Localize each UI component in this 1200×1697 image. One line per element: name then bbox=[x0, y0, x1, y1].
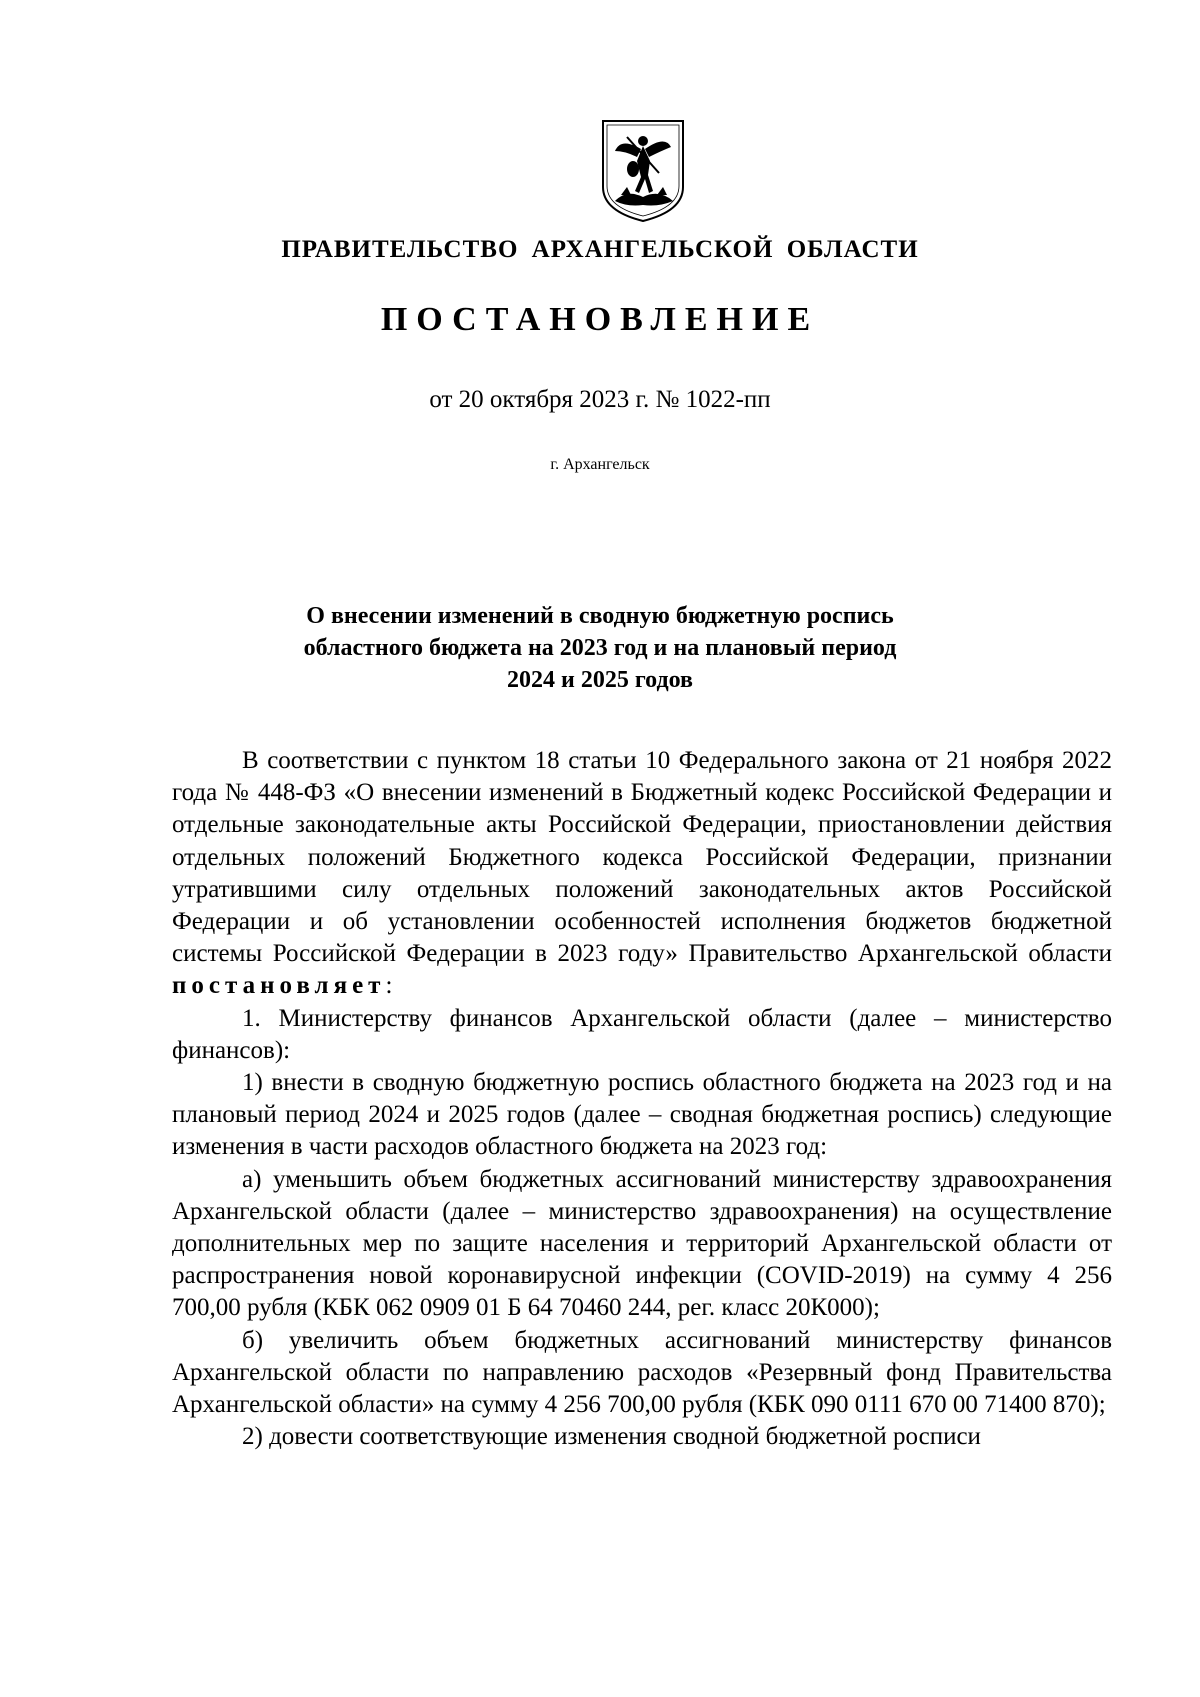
paragraph-subitem-b: б) увеличить объем бюджетных ассигнований министерству финансов Архангельской области по направлению расходов «Резервный фонд Правительства Архангельской области» на сумму 4 256 700,00 рубля (КБК 090 0111 670 00 71400 870); bbox=[172, 1326, 1112, 1419]
document-body bbox=[172, 745, 1112, 1453]
heading-line-2: областного бюджета на 2023 год и на плановый период bbox=[303, 635, 897, 661]
document-heading bbox=[200, 600, 1000, 696]
paragraph-item-1: 1. Министерству финансов Архангельской области (далее – министерство финансов): bbox=[172, 1004, 1112, 1064]
decree-word: постановляет bbox=[172, 972, 386, 1000]
preamble-text: В соответствии с пунктом 18 статьи 10 Федерального закона от 21 ноября 2022 года № 448-ФЗ «О внесении изменений в Бюджетный кодекс Российской Федерации и отдельные законодательные акты Российской Федерации, приостановлении действия отдельных положений Бюджетного кодекса Российской Федерации, признании утратившими силу отдельных положений законодательных актов Российской Федерации и об установлении особенностей исполнения бюджетов бюджетной системы Российской Федерации в 2023 году» Правительство Архангельской области bbox=[172, 747, 1112, 968]
decree-colon: : bbox=[385, 972, 393, 1000]
heading-line-1: О внесении изменений в сводную бюджетную роспись bbox=[306, 603, 894, 629]
paragraph-subitem-1: 1) внести в сводную бюджетную роспись областного бюджета на 2023 год и на плановый период 2024 и 2025 годов (далее – сводная бюджетная роспись) следующие изменения в части расходов областного бюджета на 2023 год: bbox=[172, 1069, 1112, 1161]
document-date-number: от 20 октября 2023 г. № 1022-пп bbox=[429, 386, 771, 413]
heading-line-3: 2024 и 2025 годов bbox=[507, 667, 693, 693]
document-type: ПОСТАНОВЛЕНИЕ bbox=[380, 301, 820, 338]
document-city: г. Архангельск bbox=[550, 456, 650, 473]
paragraph-preamble bbox=[172, 745, 1112, 1003]
paragraph-subitem-a: а) уменьшить объем бюджетных ассигнований министерству здравоохранения Архангельской области (далее – министерство здравоохранения) на осуществление дополнительных мер по защите населения и территорий Архангельской области от распространения новой коронавирусной инфекции (COVID-2019) на сумму 4 256 700,00 рубля (КБК 062 0909 01 Б 64 70460 244, рег. класс 20К000); bbox=[172, 1165, 1112, 1322]
government-title: ПРАВИТЕЛЬСТВО АРХАНГЕЛЬСКОЙ ОБЛАСТИ bbox=[281, 236, 919, 263]
paragraph-subitem-2: 2) довести соответствующие изменения сводной бюджетной росписи bbox=[242, 1423, 981, 1451]
coat-of-arms-icon bbox=[597, 117, 689, 225]
